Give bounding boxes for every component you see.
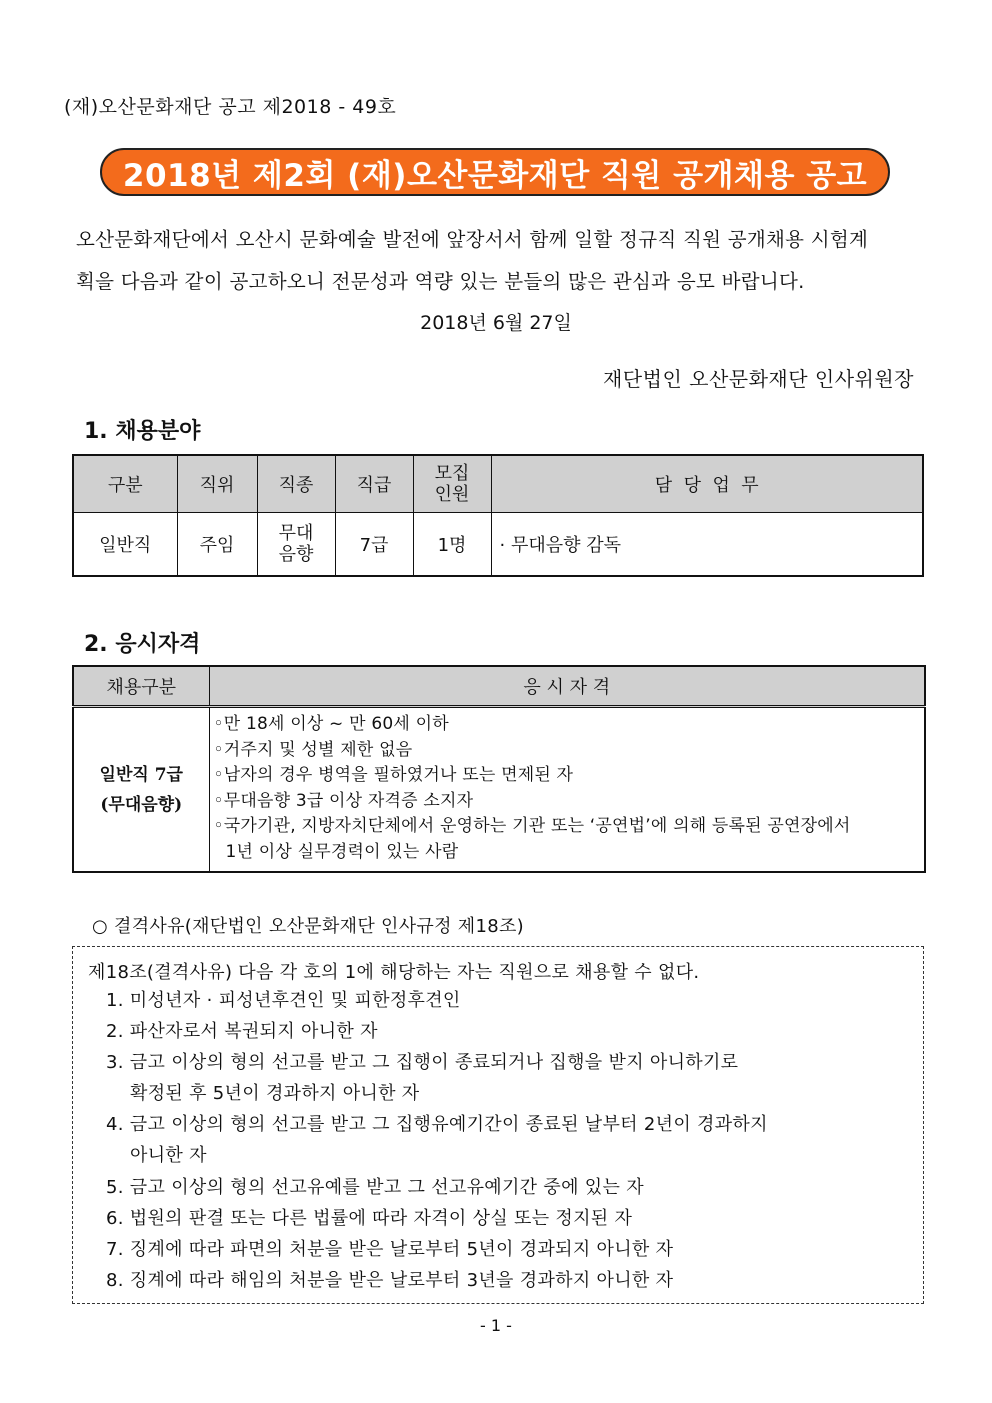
disqualification-intro: 제18조(결격사유) 다음 각 호의 1에 해당하는 자는 직원으로 채용할 수 없다. [88, 962, 700, 983]
cell-job-type [257, 513, 335, 577]
list-item: 확정된 후 5년이 경과하지 아니한 자 [130, 1083, 420, 1104]
cell-recruit-category [73, 707, 209, 873]
list-item: 4. 금고 이상의 형의 선고를 받고 그 집행유예기간이 종료된 날부터 2년이 경과하지 [106, 1114, 768, 1135]
list-item: ◦국가기관, 지방자치단체에서 운영하는 기관 또는 ‘공연법’에 의해 등록된 공연장에서 [213, 816, 851, 836]
list-item: 5. 금고 이상의 형의 선고유예를 받고 그 선고유예기간 중에 있는 자 [106, 1177, 644, 1198]
header-headcount-line: 인원 [434, 484, 470, 505]
intro-paragraph-line-1: 오산문화재단에서 오산시 문화예술 발전에 앞장서서 함께 일할 정규직 직원 공개채용 시험계 [76, 228, 869, 251]
header-duties: 담 당 업 무 [491, 455, 923, 513]
issuer: 재단법인 오산문화재단 인사위원장 [602, 367, 914, 391]
cell-category: 일반직 [73, 513, 177, 577]
cell-headcount: 1명 [413, 513, 491, 577]
category-line: (무대음향) [100, 794, 183, 815]
table-row [73, 707, 925, 873]
list-item: ◦남자의 경우 병역을 필하였거나 또는 면제된 자 [213, 765, 574, 785]
page-title: 2018년 제2회 (재)오산문화재단 직원 공개채용 공고 [122, 157, 868, 194]
notice-number: (재)오산문화재단 공고 제2018 - 49호 [64, 96, 397, 118]
title-banner [100, 148, 890, 196]
list-item: 6. 법원의 판결 또는 다른 법률에 따라 자격이 상실 또는 정지된 자 [106, 1208, 633, 1229]
disqualification-heading: ○ 결격사유(재단법인 오산문화재단 인사규정 제18조) [92, 916, 524, 937]
list-item: 아니한 자 [130, 1145, 207, 1166]
header-category: 구분 [73, 455, 177, 513]
header-job-type: 직종 [257, 455, 335, 513]
header-position: 직위 [177, 455, 257, 513]
section-title-qualifications: 2. 응시자격 [84, 632, 201, 657]
list-item: 1. 미성년자 · 피성년후견인 및 피한정후견인 [106, 990, 461, 1011]
recruitment-table [72, 454, 924, 577]
list-item: ◦거주지 및 성별 제한 없음 [213, 739, 413, 760]
header-recruit-category: 채용구분 [73, 666, 209, 707]
cell-qualifications [209, 707, 925, 873]
cell-job-type-line: 무대 [278, 523, 314, 544]
page-number: - 1 - [480, 1316, 512, 1335]
header-headcount [413, 455, 491, 513]
list-item: 3. 금고 이상의 형의 선고를 받고 그 집행이 종료되거나 집행을 받지 아니하기로 [106, 1052, 739, 1073]
list-item: 2. 파산자로서 복권되지 아니한 자 [106, 1021, 378, 1042]
list-item: 7. 징계에 따라 파면의 처분을 받은 날로부터 5년이 경과되지 아니한 자 [106, 1239, 674, 1260]
section-title-recruitment-field: 1. 채용분야 [84, 419, 201, 444]
list-item: 8. 징계에 따라 해임의 처분을 받은 날로부터 3년을 경과하지 아니한 자 [106, 1270, 674, 1291]
cell-grade: 7급 [335, 513, 413, 577]
cell-duties: · 무대음향 감독 [491, 513, 923, 577]
table-header-row [73, 666, 925, 707]
intro-paragraph-line-2: 획을 다음과 같이 공고하오니 전문성과 역량 있는 분들의 많은 관심과 응모 바랍니다. [76, 270, 805, 293]
table-header-row [73, 455, 923, 513]
list-item: ◦무대음향 3급 이상 자격증 소지자 [213, 790, 474, 811]
category-line: 일반직 7급 [99, 764, 183, 785]
header-qualification: 응 시 자 격 [209, 666, 925, 707]
cell-position: 주임 [177, 513, 257, 577]
notice-date: 2018년 6월 27일 [420, 312, 572, 334]
table-row [73, 513, 923, 577]
cell-job-type-line: 음향 [278, 544, 314, 565]
list-item: ◦만 18세 이상 ~ 만 60세 이하 [213, 714, 449, 734]
header-headcount-line: 모집 [434, 463, 470, 484]
list-item: 1년 이상 실무경력이 있는 사람 [225, 841, 459, 862]
qualification-table [72, 665, 926, 873]
header-grade: 직급 [335, 455, 413, 513]
